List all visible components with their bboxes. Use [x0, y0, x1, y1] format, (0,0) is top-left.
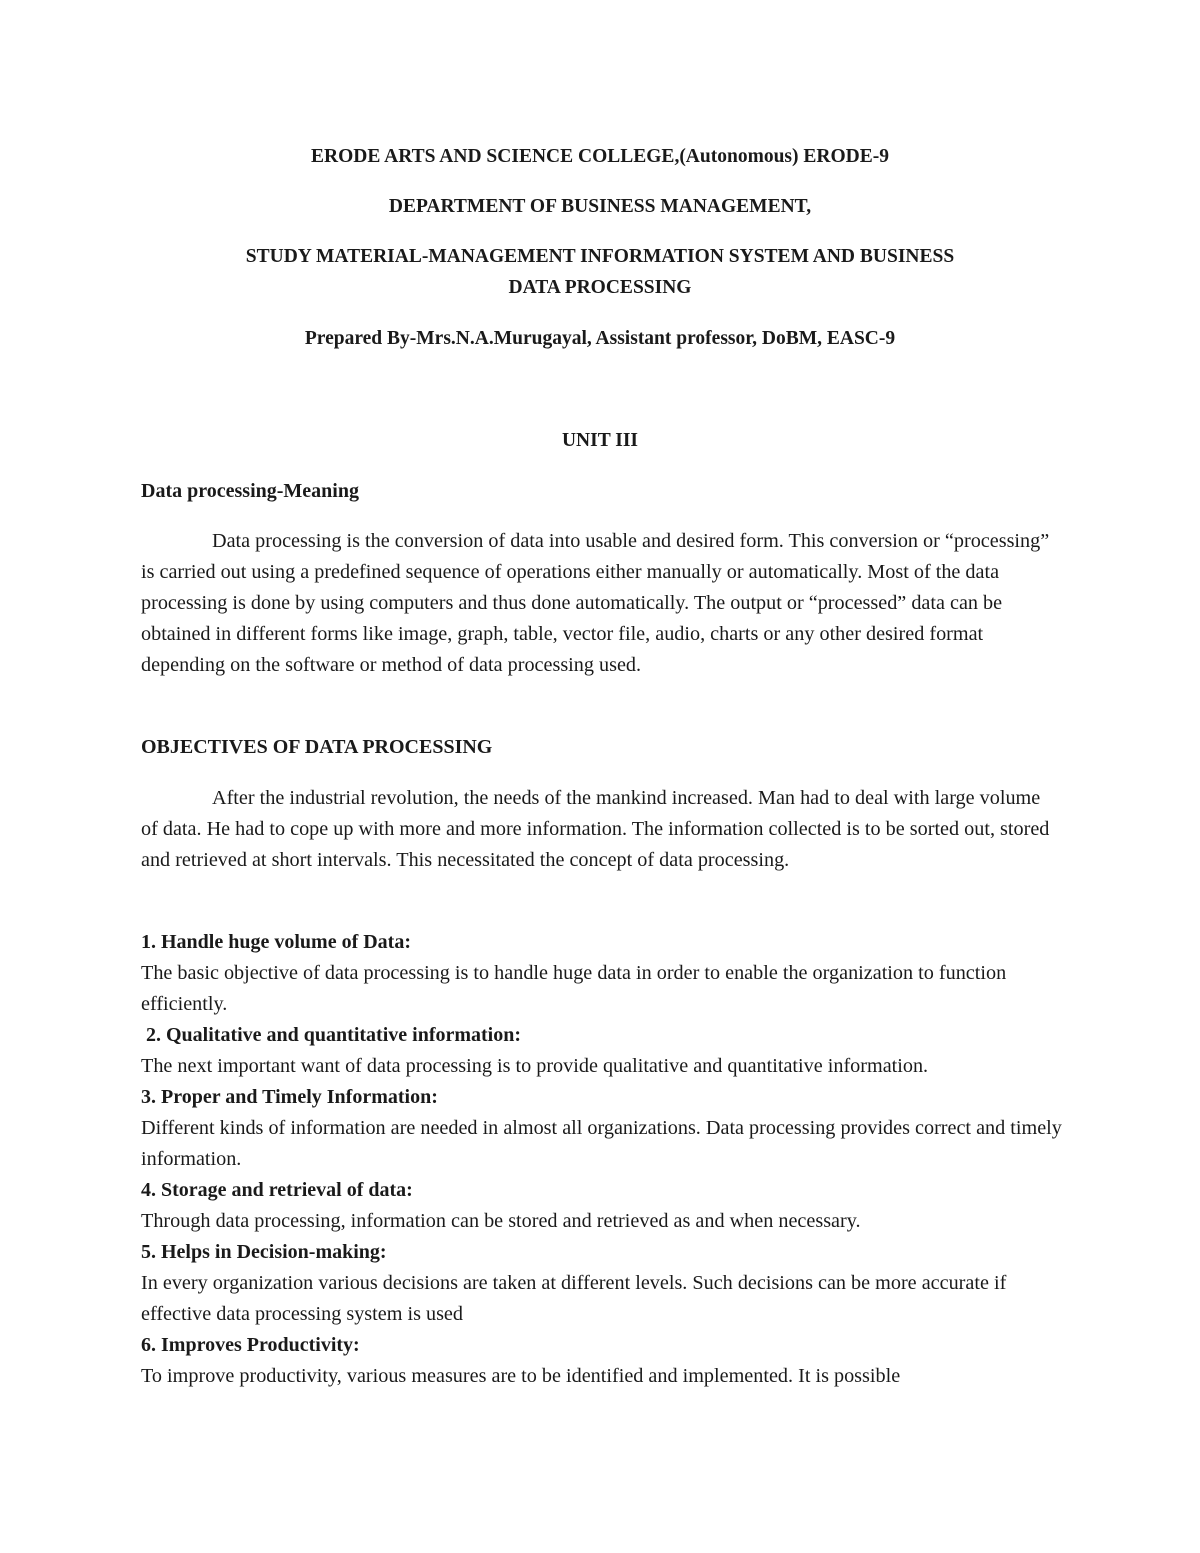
objectives-heading: OBJECTIVES OF DATA PROCESSING [141, 736, 493, 758]
objective-5-body: In every organization various decisions are taken at different levels. Such decisions can be more accurate if effective data processing system is used [141, 1272, 1007, 1325]
study-material-title-line2: DATA PROCESSING [508, 277, 692, 298]
objective-2-title: 2. Qualitative and quantitative information: [141, 1024, 522, 1046]
meaning-heading: Data processing-Meaning [141, 480, 359, 502]
objectives-intro: After the industrial revolution, the needs of the mankind increased. Man had to deal with large volume of data. He had to cope up with more and more information. The information collected is to be sorted out, stored and retrieved at short intervals. This necessitated the concept of data processing. [141, 787, 1050, 871]
objective-1-body: The basic objective of data processing is to handle huge data in order to enable the organization to function efficiently. [141, 962, 1007, 1015]
objective-1-title: 1. Handle huge volume of Data: [141, 931, 411, 953]
objective-6-title: 6. Improves Productivity: [141, 1334, 360, 1356]
unit-title: UNIT III [561, 430, 639, 451]
prepared-by: Prepared By-Mrs.N.A.Murugayal, Assistant professor, DoBM, EASC-9 [304, 328, 896, 349]
department-title: DEPARTMENT OF BUSINESS MANAGEMENT, [388, 196, 812, 217]
objective-4-body: Through data processing, information can be stored and retrieved as and when necessary. [141, 1210, 861, 1232]
study-material-title-line1: STUDY MATERIAL-MANAGEMENT INFORMATION SYSTEM AND BUSINESS [245, 246, 955, 267]
objective-4-title: 4. Storage and retrieval of data: [141, 1179, 413, 1201]
objective-3-title: 3. Proper and Timely Information: [141, 1086, 438, 1108]
objective-5-title: 5. Helps in Decision-making: [141, 1241, 387, 1263]
college-title: ERODE ARTS AND SCIENCE COLLEGE,(Autonomous) ERODE-9 [311, 146, 889, 167]
meaning-paragraph: Data processing is the conversion of data into usable and desired form. This conversion or “processing” is carried out using a predefined sequence of operations either manually or automatically. Most of the data processing is done by using computers and thus done automatically. The output or “processed” data can be obtained in different forms like image, graph, table, vector file, audio, charts or any other desired format depending on the software or method of data processing used. [141, 530, 1050, 676]
objective-3-body: Different kinds of information are needed in almost all organizations. Data processing provides correct and timely information. [141, 1117, 1062, 1170]
objective-6-body: To improve productivity, various measures are to be identified and implemented. It is possible [141, 1365, 901, 1387]
objective-2-body: The next important want of data processing is to provide qualitative and quantitative information. [141, 1055, 929, 1077]
